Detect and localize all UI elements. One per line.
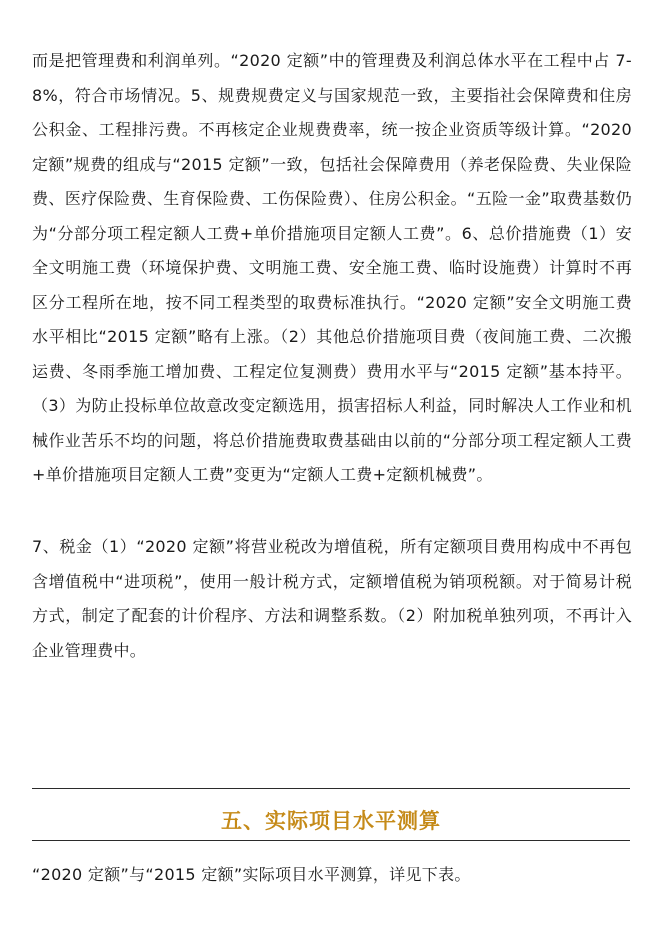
paragraph-tax: 7、税金（1）“2020 定额”将营业税改为增值税，所有定额项目费用构成中不再包含增值税中“进项税”，使用一般计税方式，定额增值税为销项税额。对于简易计税方式，制定了配套的计价程序、方法和调整系数。（2）附加税单独列项，不再计入企业管理费中。	[32, 537, 632, 660]
section-heading: 五、实际项目水平测算	[221, 809, 441, 833]
section-divider-top	[32, 788, 630, 789]
paragraph-measurement-intro: “2020 定额”与“2015 定额”实际项目水平测算，详见下表。	[32, 865, 471, 884]
paragraph-fees: 而是把管理费和利润单列。“2020 定额”中的管理费及利润总体水平在工程中占 7-8%，符合市场情况。5、规费规费定义与国家规范一致，主要指社会保障费和住房公积金、工程排污费。不再核定企业规费费率，统一按企业资质等级计算。“2020 定额”规费的组成与“2015 定额”一致，包括社会保障费用（养老保险费、失业保险费、医疗保险费、生育保险费、工伤保险费）、住房公积金。“五险一金”取费基数仍为“分部分项工程定额人工费+单价措施项目定额人工费”。6、总价措施费（1）安全文明施工费（环境保护费、文明施工费、安全施工费、临时设施费）计算时不再区分工程所在地，按不同工程类型的取费标准执行。“2020 定额”安全文明施工费水平相比“2015 定额”略有上涨。（2）其他总价措施项目费（夜间施工费、二次搬运费、冬雨季施工增加费、工程定位复测费）费用水平与“2015 定额”基本持平。（3）为防止投标单位故意改变定额选用，损害招标人利益，同时解决人工作业和机械作业苦乐不均的问题，将总价措施费取费基础由以前的“分部分项工程定额人工费+单价措施项目定额人工费”变更为“定额人工费+定额机械费”。	[32, 51, 632, 484]
section-divider-bottom	[32, 840, 630, 841]
